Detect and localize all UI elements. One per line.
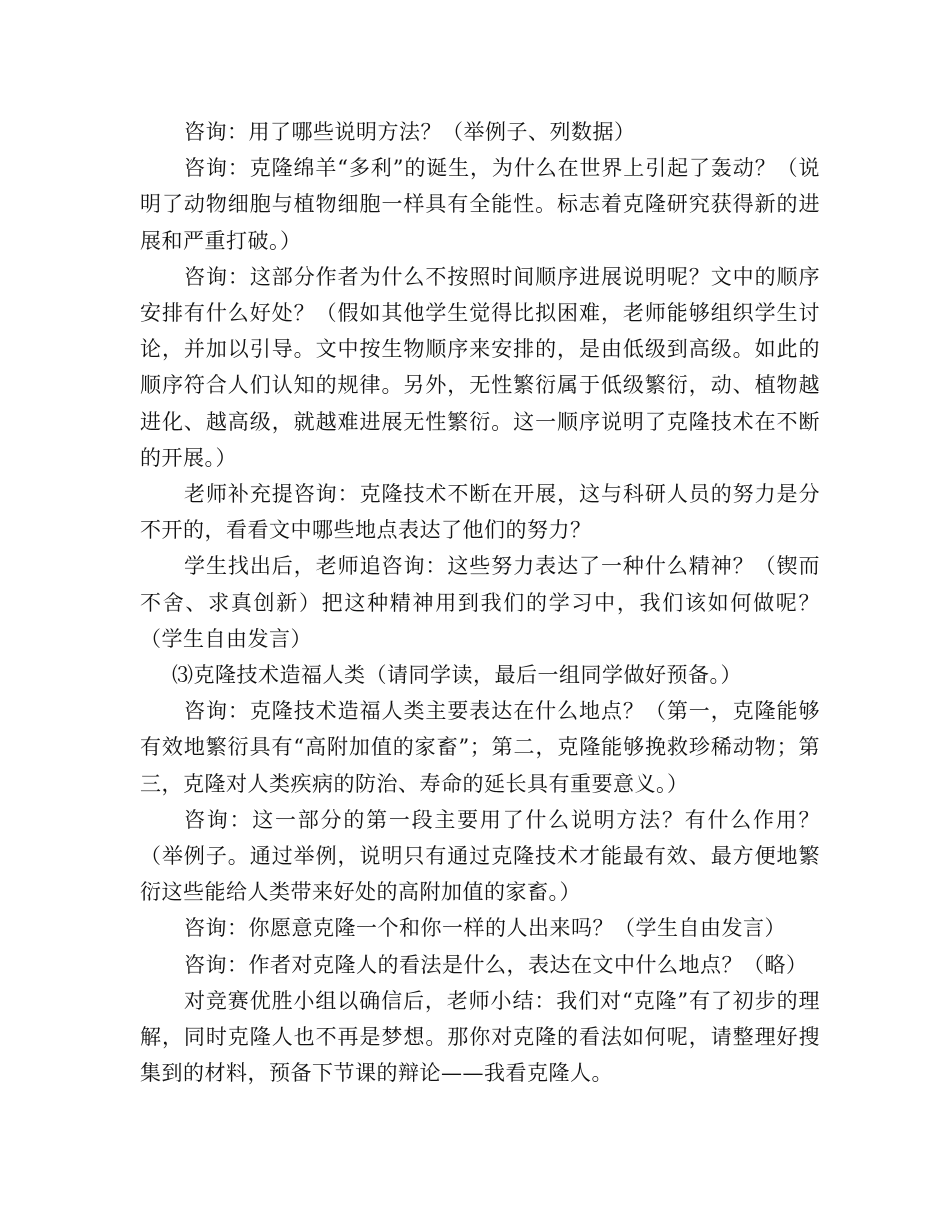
paragraph-question-dolly: 咨询：克隆绵羊“多利”的诞生，为什么在世界上引起了轰动？（说明了动物细胞与植物细胞一样具有全能性。标志着克隆研究获得新的进展和严重打破。） <box>140 156 820 253</box>
document-body <box>140 114 820 1091</box>
paragraph-question-benefit: 咨询：克隆技术造福人类主要表达在什么地点？（第一，克隆能够有效地繁衍具有“高附加值的家畜”；第二，克隆能够挽救珍稀动物；第三，克隆对人类疾病的防治、寿命的延长具有重要意义。） <box>140 699 820 796</box>
paragraph-question-method-first: 咨询：这一部分的第一段主要用了什么说明方法？有什么作用？（举例子。通过举例，说明只有通过克隆技术才能最有效、最方便地繁衍这些能给人类带来好处的高附加值的家畜。） <box>140 807 820 905</box>
paragraph-summary: 对竞赛优胜小组以确信后，老师小结：我们对“克隆”有了初步的理解，同时克隆人也不再是梦想。那你对克隆的看法如何呢，请整理好搜集到的材料，预备下节课的辩论——我看克隆人。 <box>140 988 820 1086</box>
paragraph-student-find: 学生找出后，老师追咨询：这些努力表达了一种什么精神？（锲而不舍、求真创新）把这种精神用到我们的学习中，我们该如何做呢？（学生自由发言） <box>140 554 820 651</box>
paragraph-question-author-view: 咨询：作者对克隆人的看法是什么，表达在文中什么地点？（略） <box>184 952 808 977</box>
paragraph-question-order: 咨询：这部分作者为什么不按照时间顺序进展说明呢？文中的顺序安排有什么好处？（假如其他学生觉得比拟困难，老师能够组织学生讨论，并加以引导。文中按生物顺序来安排的，是由低级到高级。如此的顺序符合人们认知的规律。另外，无性繁衍属于低级繁衍，动、植物越进化、越高级，就越难进展无性繁衍。这一顺序说明了克隆技术在不断的开展。） <box>140 264 820 470</box>
paragraph-teacher-supplement: 老师补充提咨询：克隆技术不断在开展，这与科研人员的努力是分不开的，看看文中哪些地点表达了他们的努力？ <box>140 482 820 543</box>
section-heading-benefit: ⑶克隆技术造福人类（请同学读，最后一组同学做好预备。） <box>172 663 742 688</box>
paragraph-question-clone-yourself: 咨询：你愿意克隆一个和你一样的人出来吗？（学生自由发言） <box>184 916 786 941</box>
paragraph-question-methods: 咨询：用了哪些说明方法？（举例子、列数据） <box>184 120 636 144</box>
